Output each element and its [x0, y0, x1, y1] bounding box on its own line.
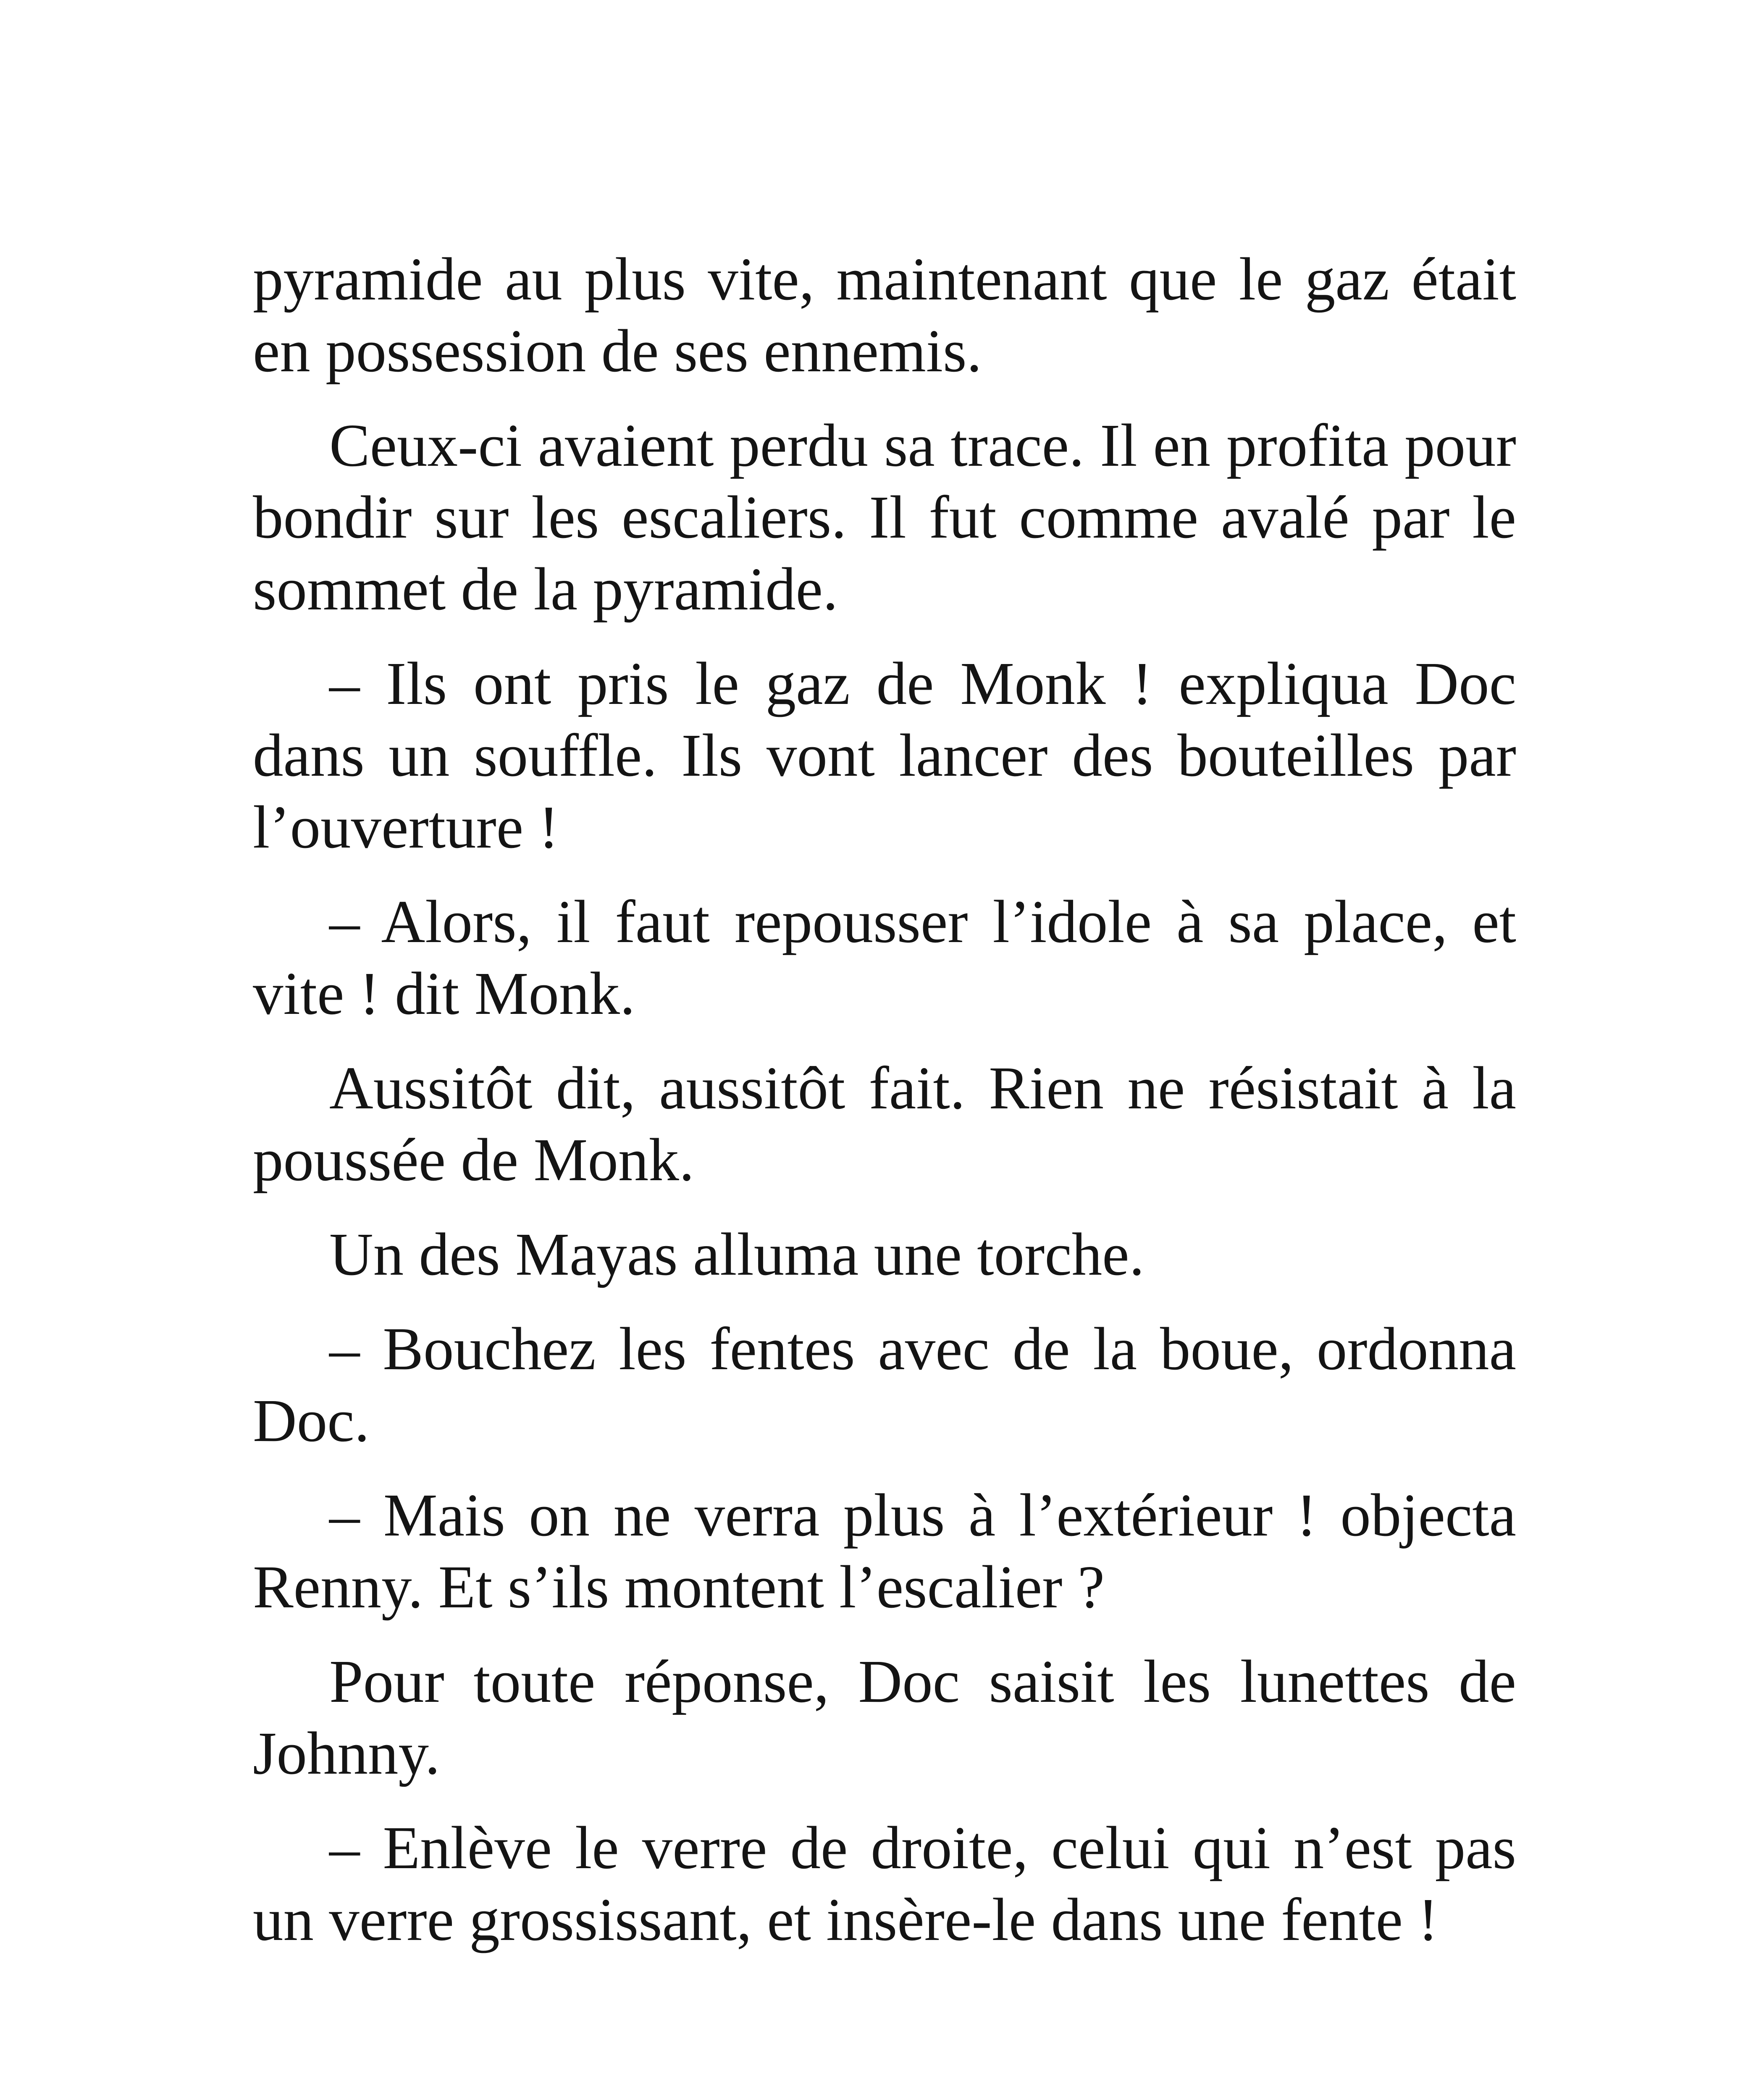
- dialogue-paragraph: – Ils ont pris le gaz de Monk ! expliqua Doc dans un souffle. Ils vont lancer des bouteilles par l’ouverture !: [253, 650, 1516, 861]
- paragraph: Un des Mayas alluma une torche.: [329, 1221, 1144, 1288]
- paragraph: Pour toute réponse, Doc saisit les lunettes de Johnny.: [253, 1648, 1516, 1787]
- paragraph: Aussitôt dit, aussitôt fait. Rien ne résistait à la poussée de Monk.: [253, 1055, 1516, 1194]
- dialogue-paragraph: – Alors, il faut repousser l’idole à sa place, et vite ! dit Monk.: [253, 888, 1516, 1027]
- dialogue-paragraph: – Bouchez les fentes avec de la boue, ordonna Doc.: [253, 1315, 1516, 1454]
- dialogue-paragraph: – Mais on ne verra plus à l’extérieur ! objecta Renny. Et s’ils montent l’escalier ?: [253, 1482, 1516, 1621]
- dialogue-paragraph: – Enlève le verre de droite, celui qui n’est pas un verre grossissant, et insère-le dans une fente !: [253, 1814, 1516, 1953]
- paragraph-continuation: pyramide au plus vite, maintenant que le gaz était en possession de ses ennemis.: [253, 246, 1516, 385]
- body-text: [253, 244, 1516, 1979]
- paragraph: Ceux-ci avaient perdu sa trace. Il en profita pour bondir sur les escaliers. Il fut comme avalé par le sommet de la pyramide.: [253, 412, 1516, 623]
